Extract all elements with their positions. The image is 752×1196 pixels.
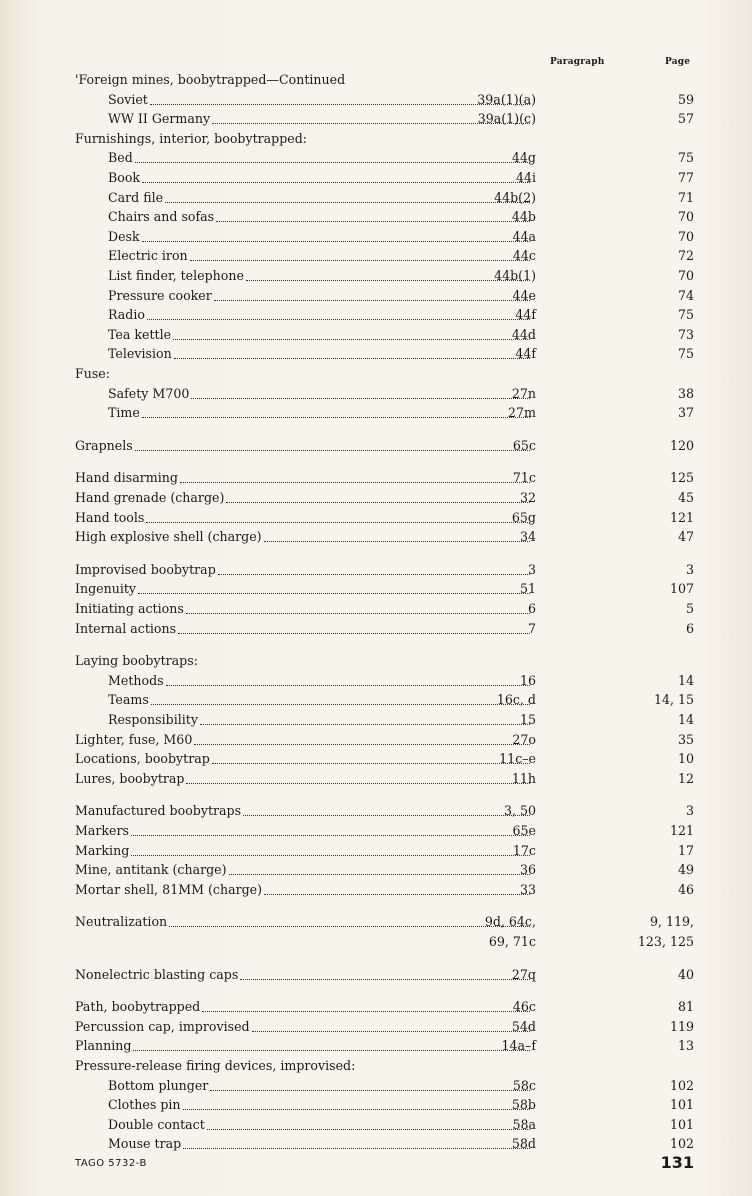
index-term: Electric iron [108, 248, 188, 263]
page-ref: 17 [677, 843, 694, 858]
dot-leader [142, 404, 530, 421]
paragraph-ref: 44d [511, 327, 536, 342]
index-entry [0, 842, 752, 859]
index-term: Furnishings, interior, boobytrapped: [75, 131, 308, 146]
paragraph-ref: 44f [515, 307, 536, 322]
index-term: Methods [108, 673, 164, 688]
page-ref: 73 [677, 327, 694, 342]
index-entry [0, 600, 752, 617]
index-term: Laying boobytraps: [75, 653, 198, 668]
index-entry [0, 731, 752, 748]
dot-leader [142, 169, 530, 186]
paragraph-ref: 16 [519, 673, 536, 688]
paragraph-ref: 44a [512, 229, 536, 244]
index-term: Bed [108, 150, 133, 165]
page-ref: 14 [677, 712, 694, 727]
index-entry [0, 110, 752, 127]
index-term: Manufactured boobytraps [75, 803, 242, 818]
index-term: List finder, telephone [108, 268, 244, 283]
page-ref: 49 [677, 862, 694, 877]
dot-leader [186, 600, 530, 617]
index-entry [0, 287, 752, 304]
page-ref: 70 [677, 268, 694, 283]
index-term: Pressure-release firing devices, improvised: [75, 1058, 356, 1073]
index-entry [0, 966, 752, 983]
paragraph-ref: 46c [512, 999, 536, 1014]
dot-leader [240, 966, 530, 983]
page-ref: 74 [677, 288, 694, 303]
index-term: Marking [75, 843, 130, 858]
dot-leader [210, 1077, 530, 1094]
page-ref: 59 [677, 92, 694, 107]
dot-leader [183, 1135, 530, 1152]
index-entry [0, 169, 752, 186]
page-ref: 75 [677, 150, 694, 165]
index-entry [0, 267, 752, 284]
page-ref: 57 [677, 111, 694, 126]
dot-leader [131, 822, 530, 839]
page-ref: 77 [677, 170, 694, 185]
index-entry [0, 913, 752, 930]
dot-leader [147, 306, 530, 323]
index-entry [0, 561, 752, 578]
dot-leader [264, 528, 530, 545]
dot-leader [226, 489, 530, 506]
dot-leader [200, 711, 530, 728]
tago-number: TAGO 5732-B [75, 1158, 147, 1169]
index-term: Chairs and sofas [108, 209, 215, 224]
index-term: WW II Germany [108, 111, 211, 126]
index-term: Safety M700 [108, 386, 190, 401]
index-entry [0, 509, 752, 526]
dot-leader [218, 561, 530, 578]
index-entry [0, 802, 752, 819]
dot-leader [194, 731, 530, 748]
paragraph-ref: 65c [512, 438, 536, 453]
page-ref: 14, 15 [653, 692, 694, 707]
page-ref: 72 [677, 248, 694, 263]
index-term: Bottom plunger [108, 1078, 209, 1093]
dot-leader [264, 881, 530, 898]
dot-leader [243, 802, 530, 819]
page-ref: 40 [677, 967, 694, 982]
index-term: Tea kettle [108, 327, 172, 342]
index-entry [0, 1037, 752, 1054]
dot-leader [190, 247, 530, 264]
paragraph-ref: 27n [511, 386, 536, 401]
index-term: Television [108, 346, 172, 361]
paragraph-ref: 15 [519, 712, 536, 727]
page-ref: 47 [677, 529, 694, 544]
page-ref: 121 [669, 510, 694, 525]
page-ref: 14 [677, 673, 694, 688]
index-term: Nonelectric blasting caps [75, 967, 239, 982]
paragraph-ref: 39a(1)(c) [477, 111, 536, 126]
index-entry [0, 228, 752, 245]
dot-leader [142, 228, 530, 245]
index-term: Radio [108, 307, 145, 322]
index-term: Clothes pin [108, 1097, 181, 1112]
dot-leader [191, 385, 530, 402]
index-term: Internal actions [75, 621, 177, 636]
paragraph-ref: 27m [508, 405, 536, 420]
index-term: Hand disarming [75, 470, 178, 485]
page-ref: 102 [669, 1078, 694, 1093]
index-entry [0, 1077, 752, 1094]
dot-leader [180, 469, 530, 486]
index-term: Percussion cap, improvised [75, 1019, 250, 1034]
dot-leader [135, 149, 530, 166]
index-entry [0, 1096, 752, 1113]
index-entry [0, 881, 752, 898]
paragraph-ref: 11c–e [499, 751, 536, 766]
index-entry [0, 345, 752, 362]
page-ref: 71 [677, 190, 694, 205]
page-ref: 75 [677, 307, 694, 322]
dot-leader [135, 437, 530, 454]
dot-leader [174, 345, 530, 362]
index-term: Book [108, 170, 141, 185]
paragraph-ref: 16c, d [496, 692, 536, 707]
index-entry [0, 998, 752, 1015]
page-ref: 70 [677, 209, 694, 224]
index-entry [0, 469, 752, 486]
index-term: Improvised boobytrap [75, 562, 216, 577]
paragraph-ref: 44b [511, 209, 536, 224]
paragraph-ref: 44b(2) [494, 190, 536, 205]
index-term: Initiating actions [75, 601, 184, 616]
dot-leader [216, 208, 530, 225]
paragraph-ref: 51 [519, 581, 536, 596]
index-entry [0, 1135, 752, 1152]
page-ref: 38 [677, 386, 694, 401]
index-entry [0, 326, 752, 343]
index-entry [0, 1057, 752, 1074]
index-entry [0, 770, 752, 787]
index-entry [0, 691, 752, 708]
paragraph-ref: 65g [511, 510, 536, 525]
index-entry [0, 861, 752, 878]
index-entry [0, 247, 752, 264]
index-term: Mortar shell, 81MM (charge) [75, 882, 263, 897]
index-entry [0, 580, 752, 597]
index-term: Fuse: [75, 366, 111, 381]
index-term: Mouse trap [108, 1136, 182, 1151]
dot-leader [186, 770, 530, 787]
index-term: Grapnels [75, 438, 133, 453]
paragraph-ref: 6 [527, 601, 536, 616]
paragraph-ref: 14a–f [501, 1038, 536, 1053]
paragraph-ref: 36 [519, 862, 536, 877]
index-term: Ingenuity [75, 581, 137, 596]
index-term: Soviet [108, 92, 148, 107]
index-term: Neutralization [75, 914, 168, 929]
dot-leader [246, 267, 530, 284]
page-ref: 125 [669, 470, 694, 485]
page-ref: 102 [669, 1136, 694, 1151]
dot-leader [165, 189, 530, 206]
page-ref: 37 [677, 405, 694, 420]
page-ref: 107 [669, 581, 694, 596]
page-ref: 35 [677, 732, 694, 747]
paragraph-ref: 11h [511, 771, 536, 786]
index-entry [0, 1116, 752, 1133]
paragraph-ref: 65e [512, 823, 536, 838]
index-term: Lures, boobytrap [75, 771, 185, 786]
page-ref: 10 [677, 751, 694, 766]
index-entry [0, 365, 752, 382]
index-entry [0, 822, 752, 839]
index-entry [0, 528, 752, 545]
dot-leader [214, 287, 530, 304]
dot-leader [150, 91, 530, 108]
page-ref: 45 [677, 490, 694, 505]
index-term: Teams [108, 692, 149, 707]
paragraph-ref: 44e [512, 288, 536, 303]
index-entry [0, 652, 752, 669]
paragraph-ref: 3, 50 [503, 803, 536, 818]
dot-leader [138, 580, 530, 597]
index-entry [0, 149, 752, 166]
paragraph-ref: 27q [511, 967, 536, 982]
index-entry [0, 620, 752, 637]
paragraph-ref: 44g [511, 150, 536, 165]
index-term: Hand tools [75, 510, 145, 525]
paragraph-ref: 44f [515, 346, 536, 361]
index-term: Card file [108, 190, 164, 205]
page-column-header: Page [665, 57, 691, 67]
index-term: Double contact [108, 1117, 205, 1132]
page-ref: 123, 125 [637, 934, 694, 949]
paragraph-ref: 7 [527, 621, 536, 636]
index-entry [0, 672, 752, 689]
index-term: Lighter, fuse, M60 [75, 732, 193, 747]
paragraph-ref: 39a(1)(a) [477, 92, 536, 107]
index-entry [0, 750, 752, 767]
index-entry [0, 404, 752, 421]
paragraph-ref: 44b(1) [494, 268, 536, 283]
index-term: 'Foreign mines, boobytrapped—Continued [75, 72, 346, 87]
index-term: Pressure cooker [108, 288, 212, 303]
page-ref: 119 [669, 1019, 694, 1034]
index-entry [0, 189, 752, 206]
index-entry [0, 306, 752, 323]
page-ref: 5 [685, 601, 694, 616]
dot-leader [183, 1096, 530, 1113]
paragraph-ref: 54d [511, 1019, 536, 1034]
page-ref: 9, 119, [649, 914, 694, 929]
page-number: 131 [660, 1153, 694, 1172]
index-entry [0, 933, 752, 950]
paragraph-column-header: Paragraph [550, 57, 605, 67]
dot-leader [202, 998, 530, 1015]
dot-leader [131, 842, 530, 859]
paragraph-ref: 44c [512, 248, 536, 263]
paragraph-ref: 44i [515, 170, 536, 185]
index-entry [0, 489, 752, 506]
index-term: Mine, antitank (charge) [75, 862, 227, 877]
index-term: Path, boobytrapped [75, 999, 201, 1014]
page-ref: 46 [677, 882, 694, 897]
index-term: Planning [75, 1038, 132, 1053]
paragraph-ref: 34 [519, 529, 536, 544]
page-ref: 12 [677, 771, 694, 786]
dot-leader [207, 1116, 530, 1133]
dot-leader [173, 326, 530, 343]
index-entry [0, 91, 752, 108]
dot-leader [133, 1037, 530, 1054]
page-ref: 120 [669, 438, 694, 453]
index-entry [0, 1018, 752, 1035]
page-ref: 75 [677, 346, 694, 361]
paragraph-ref: 58d [511, 1136, 536, 1151]
page-ref: 3 [685, 803, 694, 818]
dot-leader [178, 620, 530, 637]
page-ref: 13 [677, 1038, 694, 1053]
index-entry [0, 711, 752, 728]
dot-leader [146, 509, 530, 526]
index-term: Time [108, 405, 140, 420]
index-term: Markers [75, 823, 129, 838]
index-entry [0, 71, 752, 88]
page-ref: 3 [685, 562, 694, 577]
paragraph-ref: 58b [511, 1097, 536, 1112]
dot-leader [252, 1018, 530, 1035]
paragraph-ref: 3 [527, 562, 536, 577]
index-entry [0, 385, 752, 402]
paragraph-ref: 9d, 64c, [484, 914, 536, 929]
page-ref: 6 [685, 621, 694, 636]
dot-leader [229, 861, 530, 878]
paragraph-ref: 71c [512, 470, 536, 485]
index-entry [0, 437, 752, 454]
paragraph-ref: 69, 71c [488, 934, 536, 949]
dot-leader [166, 672, 530, 689]
paragraph-ref: 32 [519, 490, 536, 505]
index-term: Desk [108, 229, 140, 244]
page-ref: 101 [669, 1117, 694, 1132]
page-ref: 101 [669, 1097, 694, 1112]
paragraph-ref: 17c [512, 843, 536, 858]
page-ref: 70 [677, 229, 694, 244]
index-entry [0, 130, 752, 147]
index-term: Hand grenade (charge) [75, 490, 225, 505]
index-term: Responsibility [108, 712, 198, 727]
dot-leader [169, 913, 530, 930]
index-term: High explosive shell (charge) [75, 529, 262, 544]
paragraph-ref: 27o [512, 732, 536, 747]
dot-leader [212, 750, 530, 767]
dot-leader [151, 691, 530, 708]
paragraph-ref: 58c [512, 1078, 536, 1093]
page-ref: 121 [669, 823, 694, 838]
paragraph-ref: 58a [512, 1117, 536, 1132]
index-term: Locations, boobytrap [75, 751, 210, 766]
page-ref: 81 [677, 999, 694, 1014]
paragraph-ref: 33 [519, 882, 536, 897]
index-entry [0, 208, 752, 225]
